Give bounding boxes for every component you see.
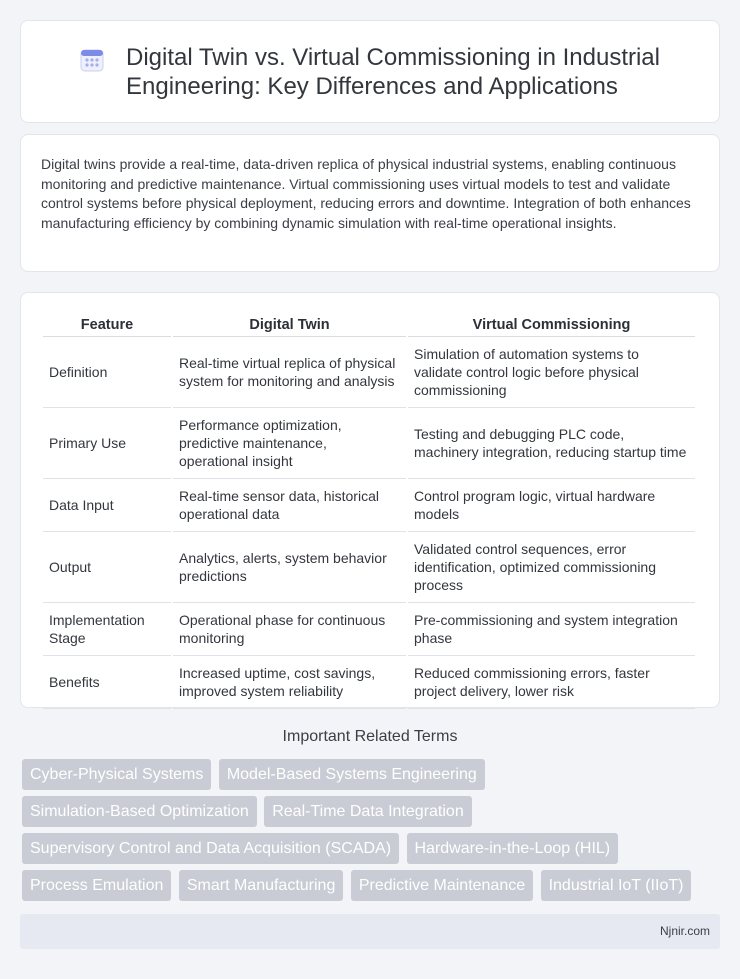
related-term-tag[interactable]: Supervisory Control and Data Acquisition (SCADA) [22,833,399,864]
related-term-tag[interactable]: Smart Manufacturing [179,870,344,901]
row-feature: Definition [43,337,171,408]
row-feature: Implementation Stage [43,603,171,656]
row-virtual-commissioning: Pre-commissioning and system integration phase [408,603,695,656]
related-term-tag[interactable]: Predictive Maintenance [351,870,533,901]
related-term-tag[interactable]: Industrial IoT (IIoT) [541,870,692,901]
row-feature: Primary Use [43,408,171,479]
row-digital-twin: Real-time sensor data, historical operational data [173,479,406,532]
row-feature: Benefits [43,656,171,709]
row-virtual-commissioning: Testing and debugging PLC code, machinery integration, reducing startup time [408,408,695,479]
row-digital-twin: Operational phase for continuous monitoring [173,603,406,656]
row-virtual-commissioning: Simulation of automation systems to validate control logic before physical commissioning [408,337,695,408]
row-feature: Output [43,532,171,603]
related-term-tag[interactable]: Hardware-in-the-Loop (HIL) [407,833,619,864]
calendar-icon [79,47,105,73]
title-card [20,20,720,123]
related-terms-list [22,759,722,907]
table-row [43,479,695,532]
related-term-tag[interactable]: Model-Based Systems Engineering [219,759,485,790]
table-row [43,532,695,603]
table-row [43,656,695,709]
page-title: Digital Twin vs. Virtual Commissioning in Industrial Engineering: Key Differences and Applications [126,43,660,100]
related-term-tag[interactable]: Process Emulation [22,870,171,901]
header-digital-twin: Digital Twin [173,315,406,337]
comparison-table [41,315,697,709]
row-virtual-commissioning: Reduced commissioning errors, faster project delivery, lower risk [408,656,695,709]
related-terms-heading: Important Related Terms [282,728,458,745]
related-term-tag[interactable]: Simulation-Based Optimization [22,796,257,827]
row-digital-twin: Real-time virtual replica of physical system for monitoring and analysis [173,337,406,408]
header-feature: Feature [43,315,171,337]
row-virtual-commissioning: Validated control sequences, error identification, optimized commissioning process [408,532,695,603]
related-term-tag[interactable]: Real-Time Data Integration [264,796,472,827]
related-term-tag[interactable]: Cyber-Physical Systems [22,759,211,790]
table-row [43,337,695,408]
row-digital-twin: Increased uptime, cost savings, improved system reliability [173,656,406,709]
comparison-card [20,292,720,708]
header-virtual-commissioning: Virtual Commissioning [408,315,695,337]
footer-site-link[interactable]: Njnir.com [659,924,710,938]
footer [20,914,720,949]
intro-card [20,134,720,272]
row-feature: Data Input [43,479,171,532]
table-row [43,408,695,479]
table-row [43,603,695,656]
intro-paragraph: Digital twins provide a real-time, data-driven replica of physical industrial systems, enabling continuous monitoring and predictive maintenance. Virtual commissioning uses virtual models to test and validate control systems before physical deployment, reducing errors and downtime. Integration of both enhances manufacturing efficiency by combining dynamic simulation with real-time operational insights. [41,156,691,231]
row-virtual-commissioning: Control program logic, virtual hardware models [408,479,695,532]
row-digital-twin: Analytics, alerts, system behavior predictions [173,532,406,603]
table-header-row [43,315,695,337]
row-digital-twin: Performance optimization, predictive maintenance, operational insight [173,408,406,479]
